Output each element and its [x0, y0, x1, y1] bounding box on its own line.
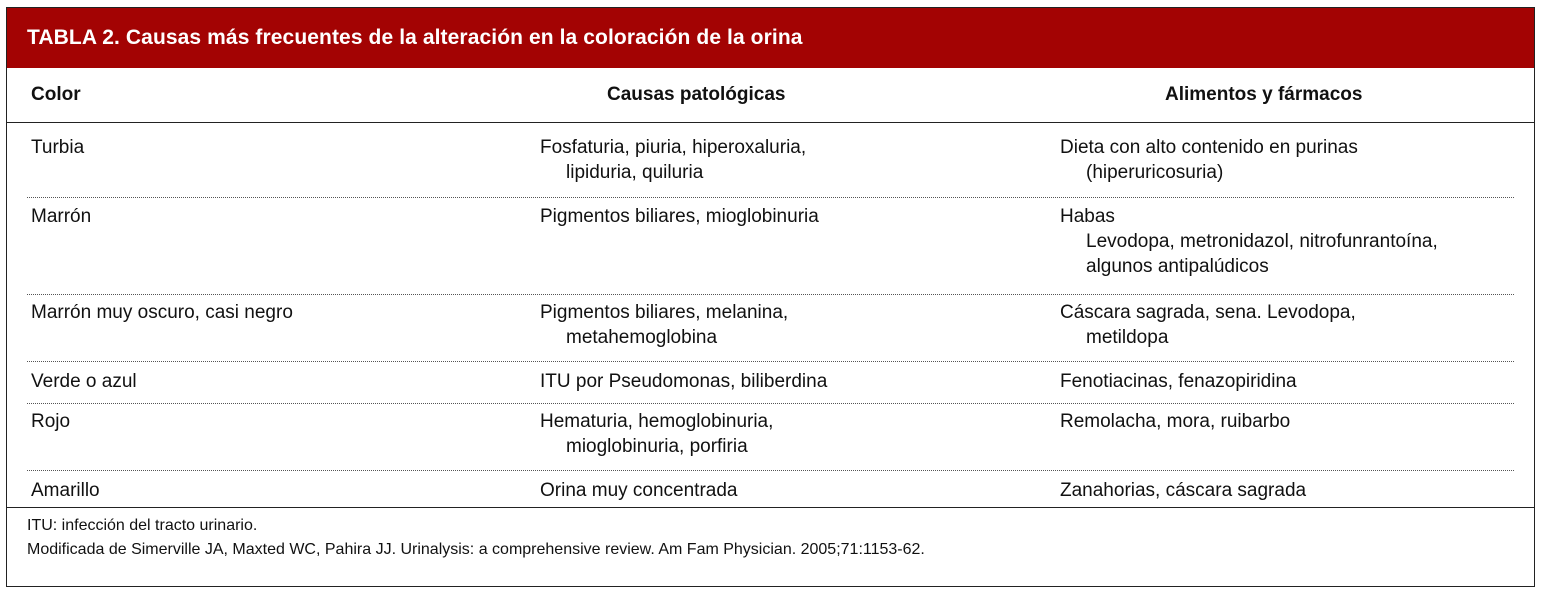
table-frame — [6, 7, 1535, 587]
row-turbia-patologicas — [540, 135, 806, 185]
cell-text: Pigmentos biliares, melanina, — [540, 302, 789, 323]
row-amarillo-color — [31, 478, 100, 503]
row-separator — [27, 294, 1514, 295]
cell-text: Verde o azul — [31, 371, 137, 392]
cell-text: ITU por Pseudomonas, biliberdina — [540, 371, 828, 392]
cell-text: Marrón muy oscuro, casi negro — [31, 302, 293, 323]
cell-text: Habas — [1060, 206, 1115, 227]
header-causas-patologicas: Causas patológicas — [607, 84, 786, 105]
cell-text: Fosfaturia, piuria, hiperoxaluria, — [540, 137, 807, 158]
cell-text: Levodopa, metronidazol, nitrofunrantoína, — [1086, 231, 1438, 252]
row-rojo-alimentos — [1060, 409, 1290, 434]
row-rojo-color — [31, 409, 70, 434]
cell-text: Remolacha, mora, ruibarbo — [1060, 411, 1291, 432]
row-amarillo-patologicas — [540, 478, 738, 503]
footnote-abbreviation: ITU: infección del tracto urinario. — [27, 517, 258, 534]
cell-text: Dieta con alto contenido en purinas — [1060, 137, 1358, 158]
header-row — [7, 68, 1534, 123]
footer-divider — [7, 507, 1534, 508]
row-separator — [27, 470, 1514, 471]
row-marron-oscuro-alimentos — [1060, 300, 1356, 350]
row-marron-oscuro-patologicas — [540, 300, 788, 350]
row-turbia-color — [31, 135, 84, 160]
footnote-source: Modificada de Simerville JA, Maxted WC, Pahira JJ. Urinalysis: a comprehensive review. Am Fam Physician. 2005;71:1153-62. — [27, 541, 925, 558]
cell-text: Pigmentos biliares, mioglobinuria — [540, 206, 819, 227]
row-marron-alimentos — [1060, 204, 1438, 279]
row-separator — [27, 197, 1514, 198]
row-turbia-alimentos — [1060, 135, 1358, 185]
cell-text: lipiduria, quiluria — [566, 162, 704, 183]
row-separator — [27, 403, 1514, 404]
row-marron-oscuro-color — [31, 300, 293, 325]
cell-text: algunos antipalúdicos — [1086, 256, 1269, 277]
row-marron-patologicas — [540, 204, 819, 229]
row-marron-color — [31, 204, 91, 229]
cell-text: (hiperuricosuria) — [1086, 162, 1224, 183]
cell-text: metildopa — [1086, 327, 1169, 348]
cell-text: Orina muy concentrada — [540, 480, 738, 501]
row-separator — [27, 361, 1514, 362]
cell-text: Cáscara sagrada, sena. Levodopa, — [1060, 302, 1356, 323]
row-verde-azul-patologicas — [540, 369, 827, 394]
cell-text: Turbia — [31, 137, 85, 158]
row-verde-azul-alimentos — [1060, 369, 1297, 394]
cell-text: Hematuria, hemoglobinuria, — [540, 411, 774, 432]
cell-text: metahemoglobina — [566, 327, 718, 348]
header-alimentos-farmacos: Alimentos y fármacos — [1165, 84, 1363, 105]
cell-text: Marrón — [31, 206, 92, 227]
row-verde-azul-color — [31, 369, 137, 394]
cell-text: Rojo — [31, 411, 71, 432]
row-rojo-patologicas — [540, 409, 773, 459]
header-color: Color — [31, 84, 81, 105]
cell-text: mioglobinuria, porfiria — [566, 436, 748, 457]
cell-text: Amarillo — [31, 480, 100, 501]
table-title: TABLA 2. Causas más frecuentes de la alteración en la coloración de la orina — [7, 8, 1534, 68]
cell-text: Zanahorias, cáscara sagrada — [1060, 480, 1307, 501]
cell-text: Fenotiacinas, fenazopiridina — [1060, 371, 1297, 392]
row-amarillo-alimentos — [1060, 478, 1306, 503]
